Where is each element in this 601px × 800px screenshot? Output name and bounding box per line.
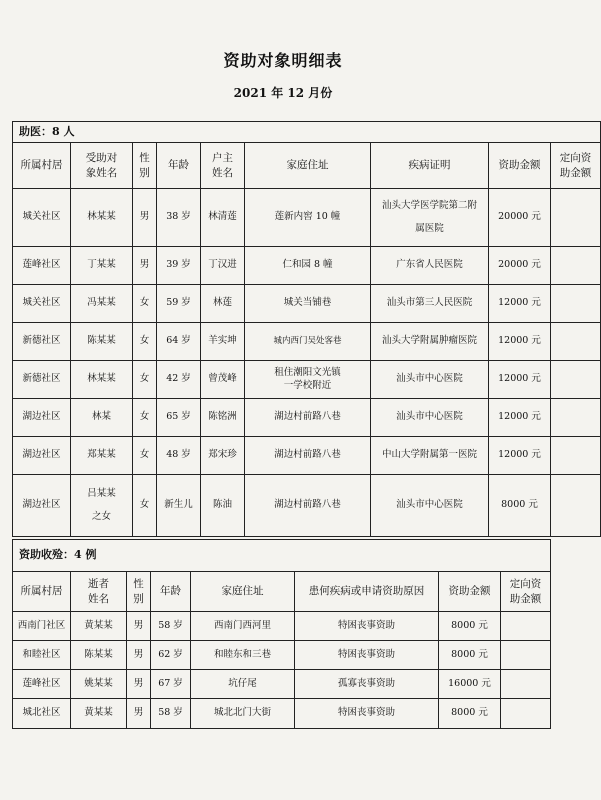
cell-address: 仁和园 8 幢: [245, 247, 371, 285]
col-header-address: 家庭住址: [191, 572, 295, 612]
cell-directed: [501, 670, 551, 699]
cell-householder: 郑宋珍: [201, 437, 245, 475]
cell-directed: [551, 285, 601, 323]
cell-amount: 20000 元: [489, 189, 551, 247]
cell-amount: 12000 元: [489, 399, 551, 437]
cell-address: 城北北门大街: [191, 699, 295, 729]
table-row: [13, 399, 601, 437]
cell-reason: 特困丧事资助: [295, 641, 439, 670]
cell-householder: 丁汉进: [201, 247, 245, 285]
cell-householder: 曾茂峰: [201, 361, 245, 399]
cell-community: 城关社区: [13, 189, 71, 247]
col-header-age: 年龄: [157, 143, 201, 189]
cell-householder: 林莲: [201, 285, 245, 323]
cell-directed: [551, 475, 601, 537]
cell-name: 郑某某: [71, 437, 133, 475]
cell-name: 陈某某: [71, 323, 133, 361]
cell-age: 59 岁: [157, 285, 201, 323]
table-row: [13, 247, 601, 285]
cell-community: 莲峰社区: [13, 247, 71, 285]
page-subtitle: 2021 年 12 月份: [233, 86, 333, 100]
cell-community: 西南门社区: [13, 612, 71, 641]
col-header-reason: 患何疾病或申请资助原因: [295, 572, 439, 612]
cell-name: 林某: [71, 399, 133, 437]
header-row: [13, 143, 601, 189]
table-row: [13, 641, 551, 670]
cell-address: 坑仔尾: [191, 670, 295, 699]
cell-address: 西南门西河里: [191, 612, 295, 641]
cell-directed: [551, 247, 601, 285]
col-header-community: 所属村居: [13, 572, 71, 612]
col-header-name: 受助对 象姓名: [71, 143, 133, 189]
cell-householder: 羊实坤: [201, 323, 245, 361]
col-header-directed: 定向资 助金额: [551, 143, 601, 189]
cell-proof: 中山大学附属第一医院: [371, 437, 489, 475]
cell-name: 姚某某: [71, 670, 127, 699]
cell-gender: 女: [133, 361, 157, 399]
cell-directed: [551, 399, 601, 437]
cell-community: 城北社区: [13, 699, 71, 729]
cell-proof: 汕头大学医学院第二附 属医院: [371, 189, 489, 247]
table-row: [13, 612, 551, 641]
cell-amount: 8000 元: [439, 612, 501, 641]
cell-community: 莲峰社区: [13, 670, 71, 699]
funeral-aid-table: [12, 539, 551, 729]
cell-age: 42 岁: [157, 361, 201, 399]
cell-gender: 男: [133, 189, 157, 247]
cell-directed: [551, 437, 601, 475]
cell-proof: 广东省人民医院: [371, 247, 489, 285]
table-row: [13, 699, 551, 729]
cell-amount: 12000 元: [489, 285, 551, 323]
cell-gender: 男: [127, 641, 151, 670]
col-header-directed: 定向资 助金额: [501, 572, 551, 612]
cell-gender: 女: [133, 399, 157, 437]
cell-gender: 男: [133, 247, 157, 285]
col-header-age: 年龄: [151, 572, 191, 612]
cell-address: 湖边村前路八巷: [245, 475, 371, 537]
cell-name: 黄某某: [71, 612, 127, 641]
cell-age: 58 岁: [151, 699, 191, 729]
cell-directed: [551, 189, 601, 247]
cell-community: 新德社区: [13, 323, 71, 361]
cell-directed: [501, 612, 551, 641]
table-row: [13, 361, 601, 399]
section-heading-medical: 助医：8 人: [13, 122, 601, 143]
cell-householder: 林清莲: [201, 189, 245, 247]
cell-gender: 男: [127, 612, 151, 641]
cell-gender: 男: [127, 670, 151, 699]
cell-amount: 8000 元: [439, 641, 501, 670]
cell-gender: 女: [133, 323, 157, 361]
cell-proof: 汕头大学附属肿瘤医院: [371, 323, 489, 361]
col-header-gender: 性 别: [127, 572, 151, 612]
cell-address: 城内西门吴处客巷: [245, 323, 371, 361]
cell-proof: 汕头市中心医院: [371, 475, 489, 537]
cell-reason: 特困丧事资助: [295, 612, 439, 641]
cell-amount: 8000 元: [439, 699, 501, 729]
cell-amount: 20000 元: [489, 247, 551, 285]
cell-address: 城关当铺巷: [245, 285, 371, 323]
col-header-amount: 资助金额: [489, 143, 551, 189]
cell-directed: [551, 361, 601, 399]
table-row: [13, 189, 601, 247]
col-header-community: 所属村居: [13, 143, 71, 189]
cell-community: 湖边社区: [13, 437, 71, 475]
cell-amount: 12000 元: [489, 437, 551, 475]
cell-proof: 汕头市第三人民医院: [371, 285, 489, 323]
cell-name: 冯某某: [71, 285, 133, 323]
cell-name: 林某某: [71, 361, 133, 399]
cell-proof: 汕头市中心医院: [371, 399, 489, 437]
cell-age: 39 岁: [157, 247, 201, 285]
cell-age: 62 岁: [151, 641, 191, 670]
cell-address: 租住潮阳文光镇 一学校附近: [245, 361, 371, 399]
cell-community: 和睦社区: [13, 641, 71, 670]
cell-reason: 孤寡丧事资助: [295, 670, 439, 699]
cell-name: 陈某某: [71, 641, 127, 670]
cell-gender: 女: [133, 475, 157, 537]
cell-community: 新德社区: [13, 361, 71, 399]
cell-amount: 12000 元: [489, 361, 551, 399]
cell-gender: 女: [133, 437, 157, 475]
cell-age: 48 岁: [157, 437, 201, 475]
table-row: [13, 670, 551, 699]
cell-address: 莲新内窖 10 幢: [245, 189, 371, 247]
col-header-name: 逝者 姓名: [71, 572, 127, 612]
table-row: [13, 285, 601, 323]
col-header-householder: 户主 姓名: [201, 143, 245, 189]
cell-community: 城关社区: [13, 285, 71, 323]
cell-proof: 汕头市中心医院: [371, 361, 489, 399]
cell-age: 38 岁: [157, 189, 201, 247]
table-row: [13, 323, 601, 361]
page-title: 资助对象明细表: [223, 51, 343, 70]
cell-name: 吕某某 之女: [71, 475, 133, 537]
cell-community: 湖边社区: [13, 399, 71, 437]
cell-gender: 女: [133, 285, 157, 323]
cell-address: 湖边村前路八巷: [245, 399, 371, 437]
cell-address: 湖边村前路八巷: [245, 437, 371, 475]
col-header-amount: 资助金额: [439, 572, 501, 612]
cell-age: 58 岁: [151, 612, 191, 641]
cell-age: 65 岁: [157, 399, 201, 437]
col-header-gender: 性 别: [133, 143, 157, 189]
cell-directed: [501, 641, 551, 670]
cell-address: 和睦东和三巷: [191, 641, 295, 670]
cell-householder: 陈油: [201, 475, 245, 537]
table-row: [13, 475, 601, 537]
section-heading-funeral: 资助收殓：4 例: [13, 540, 551, 572]
col-header-proof: 疾病证明: [371, 143, 489, 189]
medical-aid-table: [12, 121, 601, 537]
cell-name: 林某某: [71, 189, 133, 247]
cell-gender: 男: [127, 699, 151, 729]
cell-name: 黄某某: [71, 699, 127, 729]
table-row: [13, 437, 601, 475]
cell-name: 丁某某: [71, 247, 133, 285]
cell-reason: 特困丧事资助: [295, 699, 439, 729]
cell-amount: 8000 元: [489, 475, 551, 537]
cell-community: 湖边社区: [13, 475, 71, 537]
cell-age: 64 岁: [157, 323, 201, 361]
cell-amount: 12000 元: [489, 323, 551, 361]
cell-amount: 16000 元: [439, 670, 501, 699]
col-header-address: 家庭住址: [245, 143, 371, 189]
cell-age: 67 岁: [151, 670, 191, 699]
cell-householder: 陈铭洲: [201, 399, 245, 437]
cell-age: 新生儿: [157, 475, 201, 537]
header-row: [13, 572, 551, 612]
cell-directed: [501, 699, 551, 729]
cell-directed: [551, 323, 601, 361]
